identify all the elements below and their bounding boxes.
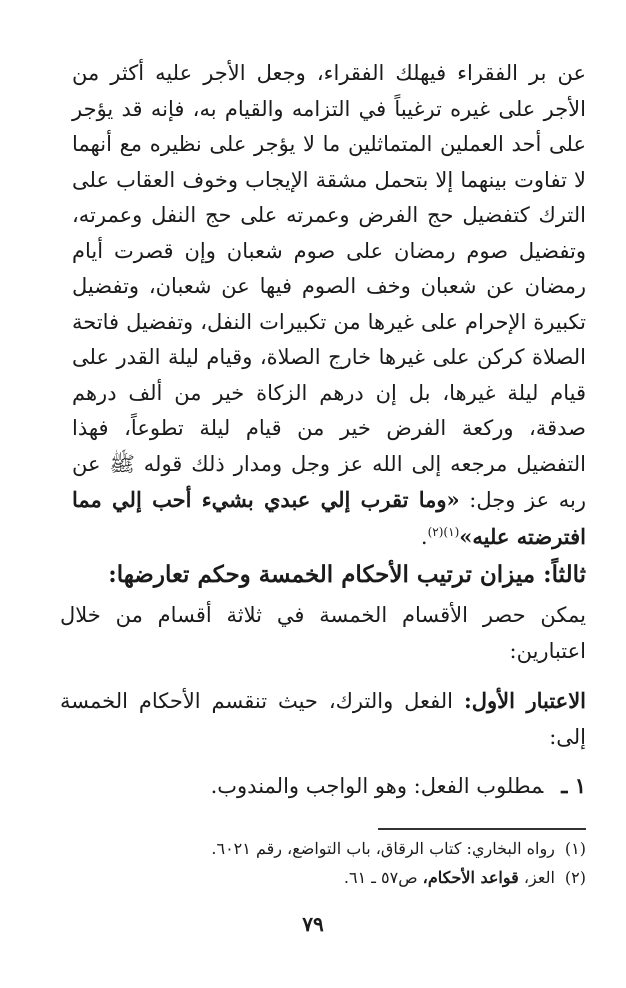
paragraph-text: عن بر الفقراء فيهلك الفقراء، وجعل الأجر عليه أكثر من الأجر على غيره ترغيباً في التزامه والقيام به، فإنه قد يؤجر على أحد العملين المتماثلين ما لا يؤجر على نظيره مع أنهما لا تفاوت بينهما إلا بتحمل مشقة الإيجاب وخوف العقاب على الترك كتفضيل حج الفرض وعمرته على حج النفل وعمرته، وتفضيل صوم رمضان على صوم شعبان وإن قصرت أيام رمضان عن شعبان وخف الصوم فيها عن شعبان، وتفضيل تكبيرة الإحرام على غيرها من تكبيرات النفل، وتفضيل فاتحة الصلاة كركن على غيرها خارج الصلاة، وقيام ليلة القدر على قيام ليلة غيرها، بل إن درهم الزكاة خير من ألف درهم صدقة، وركعة الفرض خير من قيام ليلة تطوعاً، فهذا التفضيل مرجعه إلى الله عز وجل ومدار ذلك قوله ﷺ عن ربه عز وجل: (72, 61, 586, 512)
first-criterion-paragraph (60, 683, 586, 755)
footnote-separator (378, 828, 586, 830)
body-paragraph (72, 56, 586, 555)
footnote-pages: ص٥٧ ـ ٦١. (343, 868, 423, 887)
footnote-text: رواه البخاري: كتاب الرقاق، باب التواضع، رقم ٦٠٢١. (211, 839, 555, 858)
footnote-refs: (١)(٢) (427, 524, 460, 539)
section-heading: ثالثاً: ميزان ترتيب الأحكام الخمسة وحكم تعارضها: (108, 561, 586, 588)
intro-paragraph: يمكن حصر الأقسام الخمسة في ثلاثة أقسام من خلال اعتبارين: (60, 603, 586, 663)
criterion-lead: الاعتبار الأول: (463, 688, 587, 713)
footnote-book-title: قواعد الأحكام، (422, 868, 519, 887)
list-item-text: مطلوب الفعل: وهو الواجب والمندوب. (210, 774, 544, 798)
list-item-number: ١ ـ (561, 773, 586, 798)
criterion-text: الفعل والترك، حيث تنقسم الأحكام الخمسة إلى: (60, 689, 586, 749)
hadith-quote: «وما تقرب إلي عبدي بشيء أحب إلي مما افترضته عليه» (72, 487, 586, 549)
footnote-author: العز، (518, 868, 555, 887)
footnote-2 (46, 863, 586, 892)
footnotes (46, 834, 586, 892)
footnote-number: (٢) (564, 868, 586, 887)
page-number: ٧٩ (302, 912, 324, 936)
list-item (46, 768, 586, 804)
footnote-1 (46, 834, 586, 863)
paragraph-end: . (420, 524, 428, 549)
footnote-number: (١) (564, 839, 586, 858)
